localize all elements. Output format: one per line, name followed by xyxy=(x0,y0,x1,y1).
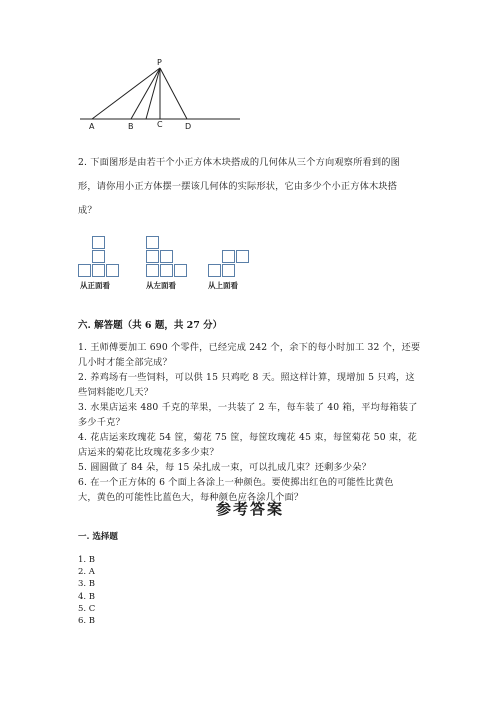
answer-item: 3. B xyxy=(78,579,96,590)
q2-line-3: 成？ xyxy=(78,205,97,216)
front-view-caption: 从正面看 xyxy=(80,281,110,290)
answers-subtitle: 一. 选择题 xyxy=(78,532,118,542)
s6-line: 2. 养鸡场有一些饲料，可以供 15 只鸡吃 8 天。照这样计算，现增加 5 只鸡，这 xyxy=(78,372,415,383)
s6-line: 3. 水果店运来 480 千克的苹果，一共装了 2 车，每车装了 40 箱，平均每箱装了 xyxy=(78,402,418,413)
s6-line: 6. 在一个正方体的 6 个面上各涂上一种颜色。要使掷出红色的可能性比黄色 xyxy=(78,477,394,488)
s6-line: 1. 王师傅要加工 690 个零件，已经完成 242 个，余下的每小时加工 32 个，还要 xyxy=(78,342,421,353)
answer-item: 4. B xyxy=(78,591,96,602)
answer-list xyxy=(78,554,95,627)
answers-title: 参考答案 xyxy=(215,500,284,518)
s6-line: 多少千克？ xyxy=(78,417,125,428)
geometry-figure xyxy=(0,0,500,140)
answer-item: 2. A xyxy=(78,567,95,578)
q2-line-1: 2. 下面图形是由若干个小正方体木块搭成的几何体从三个方向观察所看到的图 xyxy=(78,157,401,168)
left-view-caption: 从左面看 xyxy=(146,281,176,290)
s6-line: 大，黄色的可能性比蓝色大，每种颜色应各涂几个面？ xyxy=(78,492,304,503)
front-view-figure xyxy=(78,236,123,296)
point-label-p: P xyxy=(157,58,162,67)
section-6-body xyxy=(78,340,420,505)
s6-line: 几小时才能全部完成？ xyxy=(78,357,172,368)
s6-line: 4. 花店运来玫瑰花 54 筐，菊花 75 筐，每筐玫瑰花 45 束，每筐菊花 50 束，花 xyxy=(78,432,418,443)
s6-line: 些饲料能吃几天？ xyxy=(78,387,154,398)
top-view-caption: 从上面看 xyxy=(208,281,238,290)
s6-line: 店运来的菊花比玫瑰花多多少束？ xyxy=(78,447,219,458)
section-6-title: 六. 解答题（共 6 题，共 27 分） xyxy=(78,320,223,331)
point-label-c: C xyxy=(157,120,163,129)
point-label-a: A xyxy=(89,122,95,131)
answer-item: 1. B xyxy=(78,555,96,565)
point-label-d: D xyxy=(185,122,192,131)
answer-item: 5. C xyxy=(78,603,96,614)
left-view-figure xyxy=(146,236,191,296)
s6-line: 5. 圆圆做了 84 朵，每 15 朵扎成一束，可以扎成几束？还剩多少朵？ xyxy=(78,462,372,473)
answer-item: 6. B xyxy=(78,616,96,627)
point-label-b: B xyxy=(128,122,134,131)
q2-line-2: 形，请你用小正方体摆一摆该几何体的实际形状，它由多少个小正方体木块搭 xyxy=(78,181,398,192)
top-view-figure xyxy=(208,250,253,296)
